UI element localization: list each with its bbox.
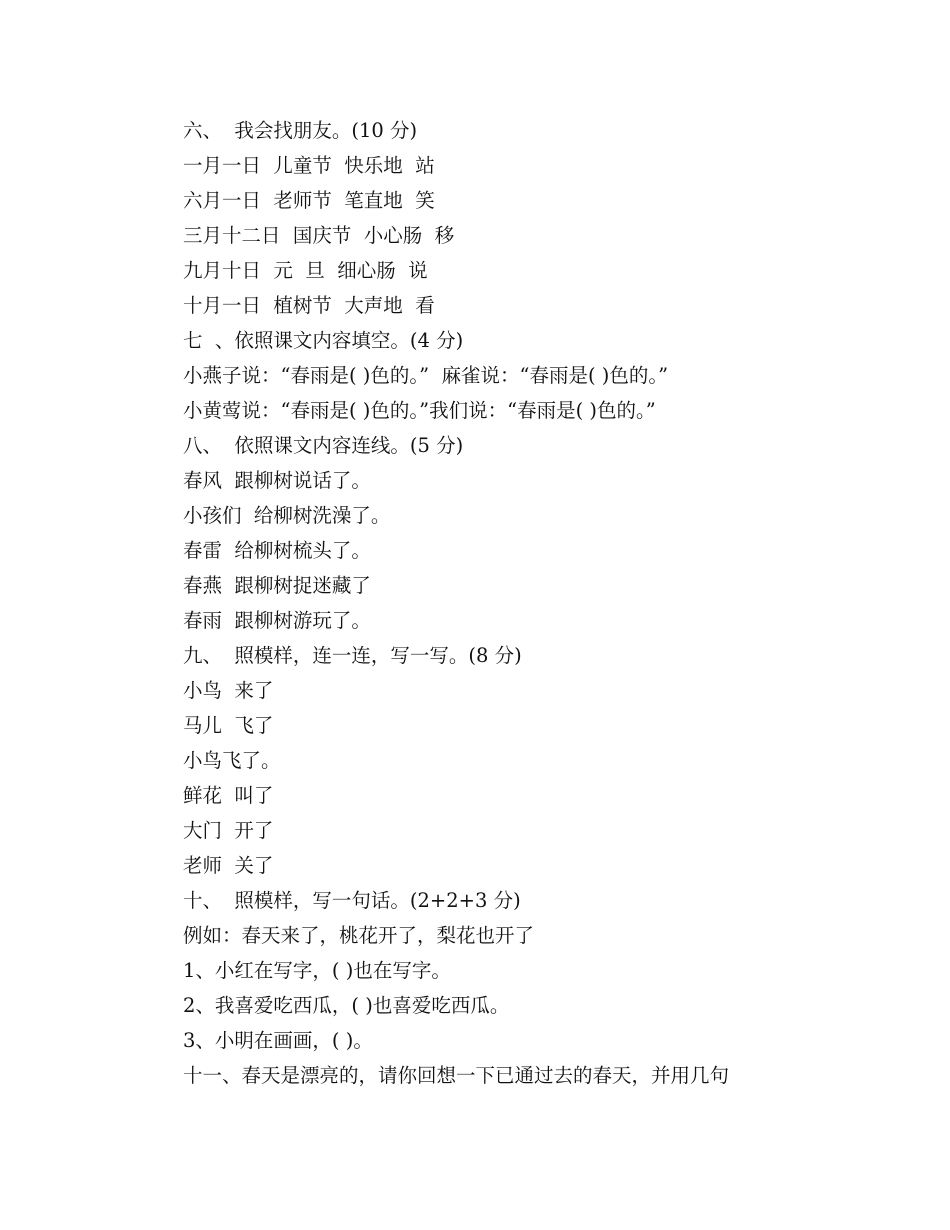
section-6-row-4: 九月十日 元 旦 细心肠 说	[183, 259, 428, 282]
section-10-item-3: 3、小明在画画，( )。	[183, 1029, 373, 1052]
section-9-row-3: 鲜花 叫了	[183, 784, 274, 807]
section-9-heading: 九、 照模样，连一连，写一写。(8 分)	[183, 644, 522, 667]
section-6-row-5: 十月一日 植树节 大声地 看	[183, 294, 435, 317]
section-7-row-2: 小黄莺说：“春雨是( )色的。”我们说：“春雨是( )色的。”	[183, 399, 656, 422]
section-7-heading: 七 、依照课文内容填空。(4 分)	[183, 329, 464, 352]
section-6-row-3: 三月十二日 国庆节 小心肠 移	[183, 224, 455, 247]
section-8-row-3: 春雷 给柳树梳头了。	[183, 539, 371, 562]
section-9-row-4: 大门 开了	[183, 819, 274, 842]
section-8-heading: 八、 依照课文内容连线。(5 分)	[183, 434, 464, 457]
section-10-heading: 十、 照模样，写一句话。(2+2+3 分)	[183, 889, 521, 912]
section-8-row-4: 春燕 跟柳树捉迷藏了	[183, 574, 371, 597]
section-6-row-1: 一月一日 儿童节 快乐地 站	[183, 154, 435, 177]
section-9-row-1: 小鸟 来了	[183, 679, 274, 702]
section-8-row-5: 春雨 跟柳树游玩了。	[183, 609, 371, 632]
section-10-example: 例如：春天来了，桃花开了，梨花也开了	[183, 924, 535, 947]
section-6-heading: 六、 我会找朋友。(10 分)	[183, 119, 418, 142]
section-9-row-5: 老师 关了	[183, 854, 274, 877]
section-6-row-2: 六月一日 老师节 笔直地 笑	[183, 189, 435, 212]
section-9-row-2: 马儿 飞了	[183, 714, 274, 737]
section-10-item-2: 2、我喜爱吃西瓜，( )也喜爱吃西瓜。	[183, 994, 510, 1017]
document-page	[183, 113, 883, 1093]
section-11-heading: 十一、春天是漂亮的，请你回想一下已通过去的春天，并用几句	[183, 1064, 730, 1087]
section-8-row-2: 小孩们 给柳树洗澡了。	[183, 504, 391, 527]
section-9-example: 小鸟飞了。	[183, 749, 281, 772]
section-10-item-1: 1、小红在写字，( )也在写字。	[183, 959, 451, 982]
section-7-row-1: 小燕子说：“春雨是( )色的。” 麻雀说：“春雨是( )色的。”	[183, 364, 669, 387]
section-8-row-1: 春风 跟柳树说话了。	[183, 469, 371, 492]
